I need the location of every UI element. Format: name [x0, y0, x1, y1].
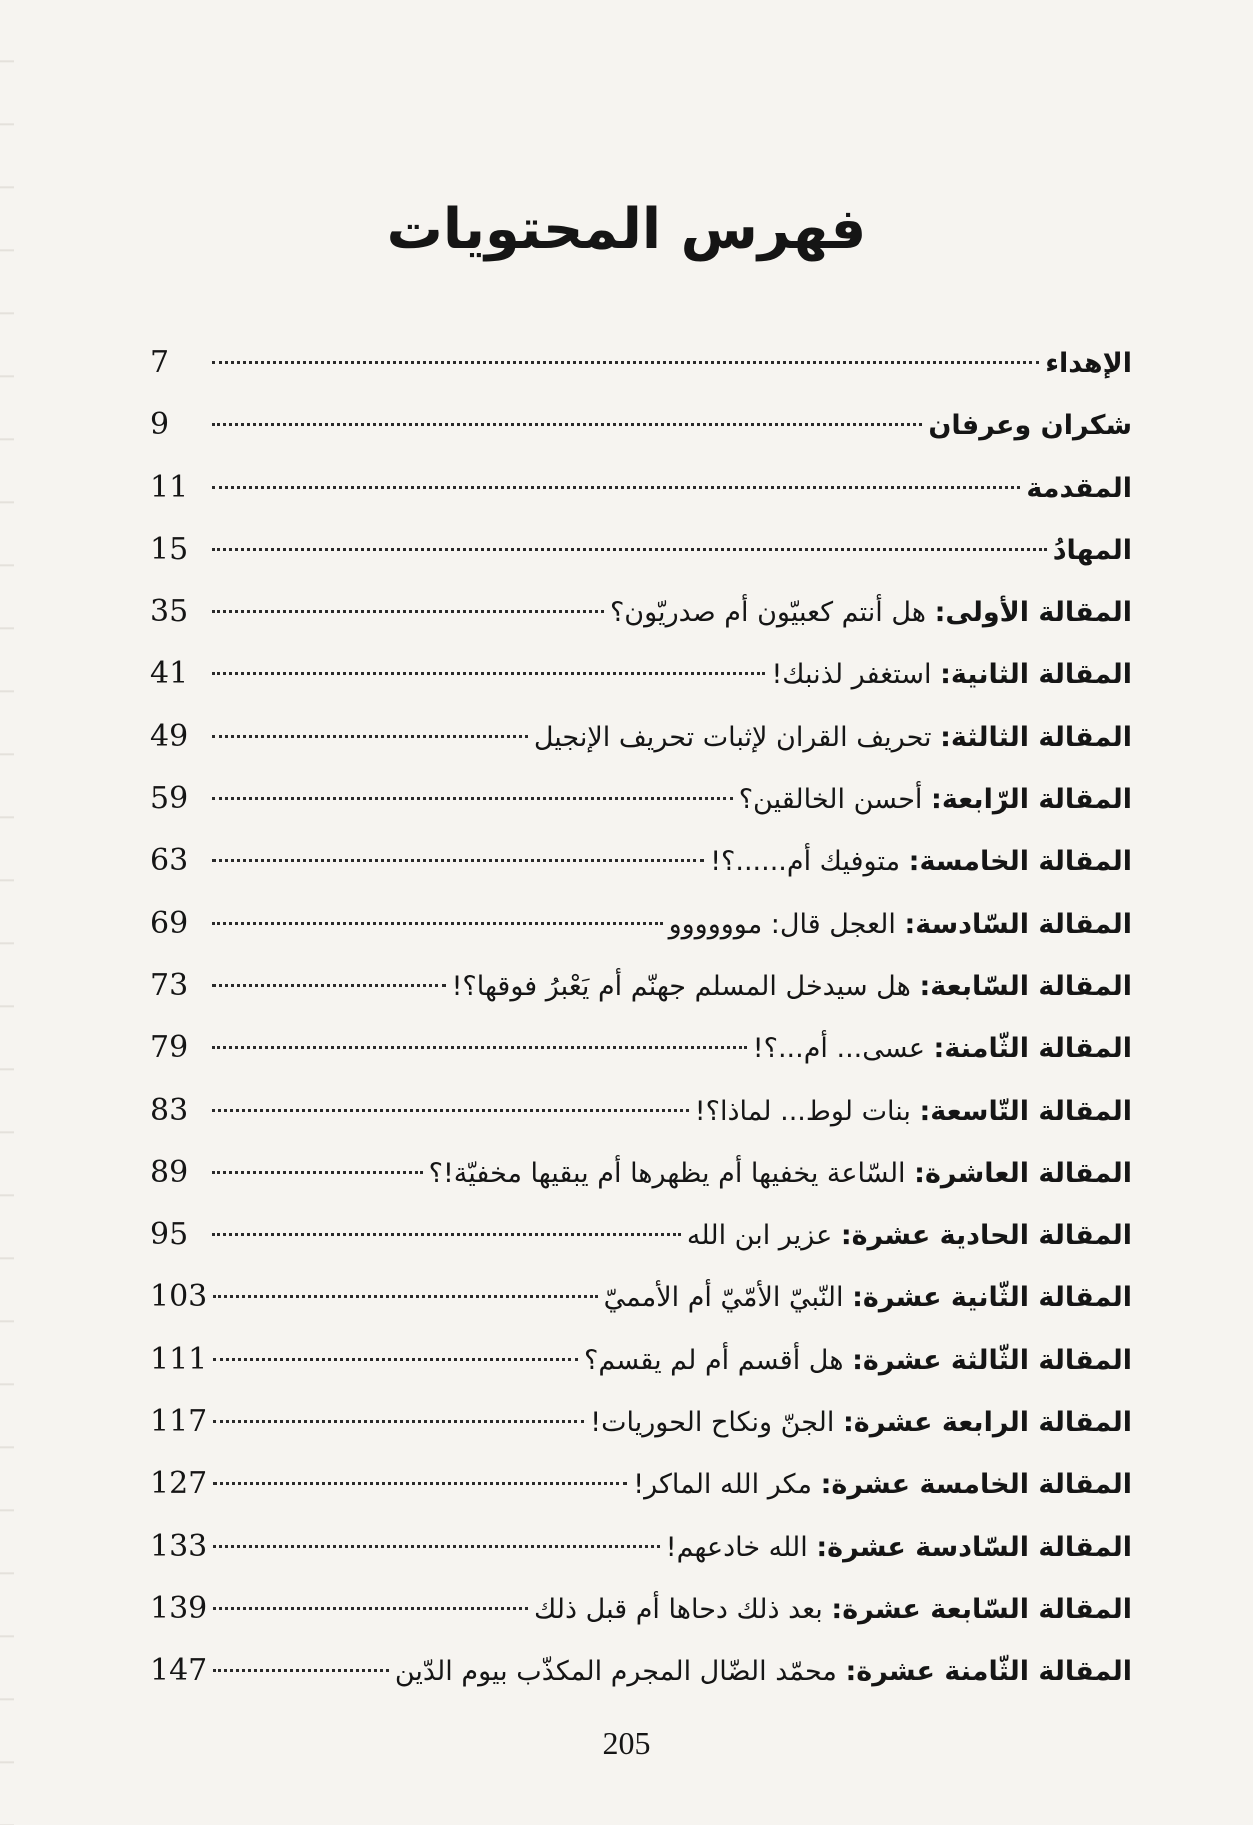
toc-entry-label: الإهداء: [1045, 348, 1132, 379]
toc-entry-page: 9: [150, 407, 170, 443]
dot-leader: [212, 735, 528, 738]
toc-entry-title: [771, 644, 1132, 706]
toc-entry-subtitle: الله خادعهم!: [665, 1531, 808, 1563]
toc-entry-subtitle: مكر الله الماكر!: [633, 1469, 813, 1501]
toc-entry: [150, 706, 1132, 768]
toc-entry-title: [429, 1143, 1132, 1205]
toc-entry: [150, 394, 1132, 456]
toc-entry-label: المقالة العاشرة:: [914, 1157, 1132, 1189]
dot-leader: [212, 922, 663, 925]
toc-entry: [150, 332, 1132, 394]
toc-entry-page: 103: [150, 1279, 208, 1315]
toc-entry-subtitle: السّاعة يخفيها أم يظهرها أم يبقيها مخفيّة!؟: [428, 1157, 906, 1189]
dot-leader: [212, 984, 446, 987]
dot-leader: [212, 1046, 747, 1049]
toc-entry-label: المقالة الثّالثة عشرة:: [852, 1344, 1132, 1376]
toc-entry-label: المقالة الثّامنة عشرة:: [845, 1656, 1132, 1688]
toc-entry-label: المقالة السّادسة عشرة:: [816, 1531, 1132, 1563]
toc-entry: [150, 1516, 1132, 1578]
toc-entry-page: 35: [150, 594, 189, 630]
toc-entry: [150, 1329, 1132, 1391]
toc-entry-title: [928, 395, 1132, 457]
toc-entry-page: 127: [150, 1466, 208, 1502]
dot-leader: [212, 423, 922, 426]
toc-entry-title: [633, 1454, 1132, 1516]
toc-entry-subtitle: استغفر لذنبك!: [771, 659, 932, 691]
toc-entry: [150, 1391, 1132, 1453]
toc-entry-title: [1045, 333, 1132, 395]
toc-entry-label: المهادُ: [1052, 534, 1132, 566]
toc-entry-page: 133: [150, 1528, 208, 1564]
toc-entry-label: المقالة الثالثة:: [940, 721, 1132, 753]
toc-entry: [150, 1640, 1132, 1702]
toc-entry-label: المقدمة: [1026, 472, 1132, 504]
toc-entry-label: المقالة الرّابعة:: [931, 784, 1132, 816]
toc-entry-page: 79: [150, 1030, 189, 1066]
dot-leader: [213, 1545, 660, 1548]
toc-entry-page: 15: [150, 531, 189, 567]
toc-entry-subtitle: هل أنتم كعبيّون أم صدريّون؟: [609, 597, 927, 629]
toc-entry-page: 11: [150, 469, 189, 505]
toc-entry: [150, 1142, 1132, 1204]
toc-entry-page: 89: [150, 1154, 189, 1190]
toc-entry-page: 49: [150, 718, 189, 754]
dot-leader: [212, 1171, 423, 1174]
toc-entry-label: المقالة السّابعة عشرة:: [831, 1593, 1132, 1625]
toc-entry-title: [590, 1392, 1132, 1454]
dot-leader: [212, 1233, 681, 1236]
toc-entry-title: [669, 894, 1132, 956]
dot-leader: [213, 1358, 578, 1361]
toc-entry-subtitle: الجنّ ونكاح الحوريات!: [590, 1407, 835, 1439]
toc-entry-title: [666, 1517, 1132, 1579]
toc-entry-title: [753, 1018, 1132, 1080]
toc-entry-subtitle: متوفيك أم......؟!: [710, 846, 901, 878]
page-edge: [0, 0, 14, 1825]
dot-leader: [213, 1482, 627, 1485]
toc-entry: [150, 1080, 1132, 1142]
toc-entry-subtitle: هل أقسم أم لم يقسم؟: [584, 1344, 844, 1376]
toc-entry-label: المقالة الخامسة عشرة:: [820, 1469, 1132, 1501]
toc-entry-page: 117: [150, 1404, 208, 1440]
dot-leader: [212, 672, 765, 675]
page-title: فهرس المحتويات: [386, 197, 867, 262]
toc-entry-subtitle: بنات لوط... لماذا؟!: [694, 1095, 911, 1127]
toc-entry: [150, 1453, 1132, 1515]
toc-entry-title: [604, 1267, 1132, 1329]
toc-entry: [150, 955, 1132, 1017]
toc-entry-title: [687, 1205, 1132, 1267]
toc-entry-page: 41: [150, 656, 189, 692]
toc-entry-label: المقالة التّاسعة:: [919, 1095, 1132, 1127]
table-of-contents: [150, 332, 1132, 1703]
toc-entry-page: 139: [150, 1590, 208, 1626]
toc-entry: [150, 519, 1132, 581]
toc-entry-subtitle: بعد ذلك دحاها أم قبل ذلك: [534, 1593, 823, 1625]
toc-entry-subtitle: العجل قال: موووووو: [668, 908, 896, 940]
toc-entry-page: 83: [150, 1092, 189, 1128]
toc-entry-subtitle: تحريف القران لإثبات تحريف الإنجيل: [533, 721, 932, 753]
toc-entry-title: [452, 956, 1132, 1018]
dot-leader: [213, 1669, 389, 1672]
toc-entry-page: 95: [150, 1217, 189, 1253]
toc-entry-page: 59: [150, 781, 189, 817]
dot-leader: [213, 1295, 597, 1298]
toc-entry: [150, 581, 1132, 643]
toc-entry-label: المقالة الثّامنة:: [933, 1033, 1132, 1065]
dot-leader: [212, 610, 604, 613]
toc-entry-page: 73: [150, 967, 189, 1003]
dot-leader: [213, 1607, 528, 1610]
toc-entry-title: [610, 582, 1132, 644]
toc-entry-subtitle: عسى... أم...؟!: [752, 1033, 925, 1065]
toc-entry: [150, 1017, 1132, 1079]
toc-entry: [150, 830, 1132, 892]
toc-entry-title: [739, 769, 1132, 831]
toc-entry-page: 63: [150, 843, 189, 879]
dot-leader: [212, 548, 1047, 551]
dot-leader: [212, 361, 1039, 364]
toc-entry: [150, 1266, 1132, 1328]
toc-entry-subtitle: هل سيدخل المسلم جهنّم أم يَعْبرُ فوقها؟!: [451, 970, 911, 1002]
toc-entry-label: المقالة الخامسة:: [908, 846, 1132, 878]
toc-entry-title: [1026, 458, 1132, 520]
toc-entry-subtitle: أحسن الخالقين؟: [738, 784, 923, 816]
toc-entry-page: 147: [150, 1653, 208, 1689]
toc-entry-page: 111: [150, 1341, 208, 1377]
toc-entry-label: شكران وعرفان: [928, 410, 1132, 442]
toc-entry-title: [395, 1641, 1132, 1703]
toc-entry-label: المقالة الثانية:: [940, 659, 1132, 691]
dot-leader: [212, 486, 1020, 489]
toc-entry-title: [534, 707, 1132, 769]
toc-entry-page: 7: [150, 345, 170, 380]
toc-entry: [150, 457, 1132, 519]
toc-entry-subtitle: محمّد الضّال المجرم المكذّب بيوم الدّين: [394, 1656, 837, 1688]
toc-entry-subtitle: النّبيّ الأمّيّ أم الأمميّ: [603, 1282, 844, 1314]
toc-entry-title: [695, 1081, 1132, 1143]
toc-entry: [150, 643, 1132, 705]
toc-entry-subtitle: عزير ابن الله: [686, 1220, 833, 1252]
toc-entry-title: [584, 1330, 1132, 1392]
toc-entry: [150, 893, 1132, 955]
toc-entry-title: [534, 1579, 1132, 1641]
toc-entry-page: 69: [150, 905, 189, 941]
toc-entry-title: [710, 831, 1132, 893]
toc-entry: [150, 1204, 1132, 1266]
dot-leader: [212, 797, 733, 800]
toc-entry-title: [1053, 520, 1132, 582]
toc-entry-label: المقالة الأولى:: [934, 597, 1132, 629]
dot-leader: [212, 1109, 689, 1112]
toc-entry-label: المقالة السّادسة:: [904, 908, 1132, 940]
dot-leader: [212, 859, 704, 862]
toc-entry-label: المقالة الحادية عشرة:: [840, 1220, 1132, 1252]
toc-entry: [150, 768, 1132, 830]
toc-entry: [150, 1578, 1132, 1640]
toc-entry-label: المقالة الرابعة عشرة:: [842, 1407, 1132, 1439]
toc-entry-label: المقالة الثّانية عشرة:: [852, 1282, 1132, 1314]
dot-leader: [213, 1420, 584, 1423]
toc-entry-label: المقالة السّابعة:: [919, 970, 1132, 1002]
page-number: 205: [602, 1725, 651, 1761]
